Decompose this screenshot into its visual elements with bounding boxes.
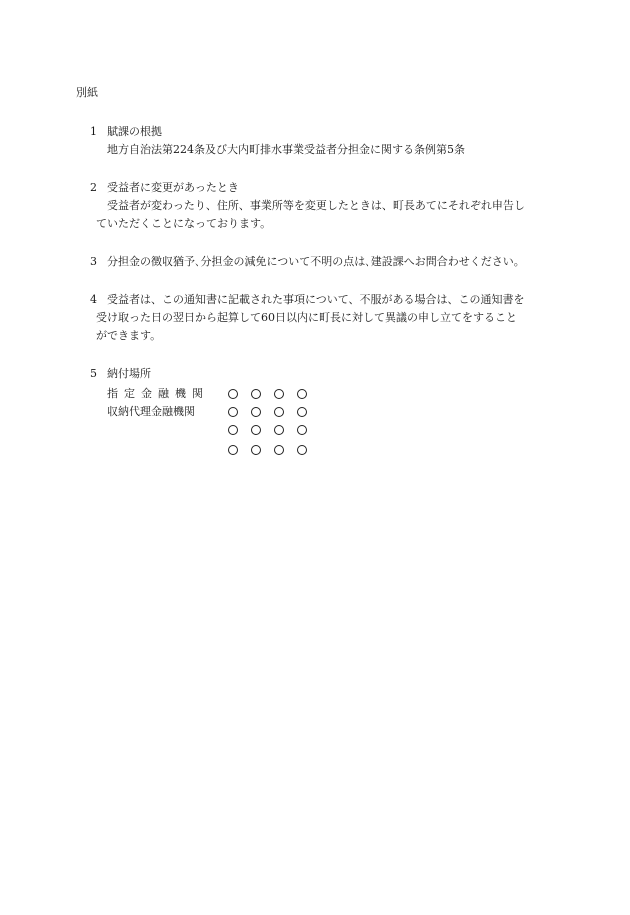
section-4-heading: 受益者は、この通知書に記載された事項について、不服がある場合は、この通知書を — [107, 293, 525, 306]
section-5-heading: 納付場所 — [107, 367, 151, 380]
blank-circle-icon — [228, 389, 238, 399]
designated-label-char: 指 — [107, 387, 118, 400]
blank-circle-row — [228, 425, 307, 435]
blank-circle-icon — [251, 389, 261, 399]
section-1-number: 1 — [90, 125, 97, 138]
collection-agent-institution-label: 収納代理金融機関 — [107, 405, 195, 418]
blank-circle-icon — [274, 407, 284, 417]
blank-circle-icon — [228, 445, 238, 455]
section-4-body-line-1: 受け取った日の翌日から起算して60日以内に町長に対して異議の申し立てをすること — [96, 311, 517, 324]
section-4-number: 4 — [90, 293, 97, 306]
blank-circle-icon — [251, 425, 261, 435]
blank-circle-row — [228, 389, 307, 399]
designated-label-char: 定 — [124, 387, 135, 400]
section-5-number: 5 — [90, 367, 97, 380]
blank-circle-icon — [297, 407, 307, 417]
designated-label-char: 関 — [192, 387, 203, 400]
section-3-number: 3 — [90, 255, 97, 268]
blank-circle-icon — [228, 425, 238, 435]
section-4-body-line-2: ができます。 — [96, 329, 162, 342]
blank-circle-icon — [274, 445, 284, 455]
section-2-number: 2 — [90, 181, 97, 194]
blank-circle-icon — [274, 425, 284, 435]
designated-label-char: 金 — [141, 387, 152, 400]
blank-circle-icon — [297, 425, 307, 435]
blank-circle-icon — [274, 389, 284, 399]
section-2-body-line-2: ていただくことになっております。 — [96, 217, 272, 230]
section-3-heading: 分担金の徴収猶予､分担金の減免について不明の点は､建設課へお問合わせください。 — [107, 255, 525, 268]
attachment-label: 別紙 — [76, 86, 98, 99]
section-1-heading: 賦課の根拠 — [107, 125, 162, 138]
blank-circle-icon — [251, 445, 261, 455]
section-2-heading: 受益者に変更があったとき — [107, 181, 239, 194]
section-1-body-line-1: 地方自治法第224条及び大内町排水事業受益者分担金に関する条例第5条 — [107, 143, 465, 156]
blank-circle-icon — [297, 445, 307, 455]
blank-circle-row — [228, 445, 307, 455]
designated-label-char: 融 — [158, 387, 169, 400]
designated-financial-institution-label — [107, 387, 203, 400]
blank-circle-icon — [228, 407, 238, 417]
blank-circle-row — [228, 407, 307, 417]
blank-circle-icon — [251, 407, 261, 417]
blank-circle-icon — [297, 389, 307, 399]
section-2-body-line-1: 受益者が変わったり、住所、事業所等を変更したときは、町長あてにそれぞれ申告し — [107, 199, 525, 212]
designated-label-char: 機 — [175, 387, 186, 400]
